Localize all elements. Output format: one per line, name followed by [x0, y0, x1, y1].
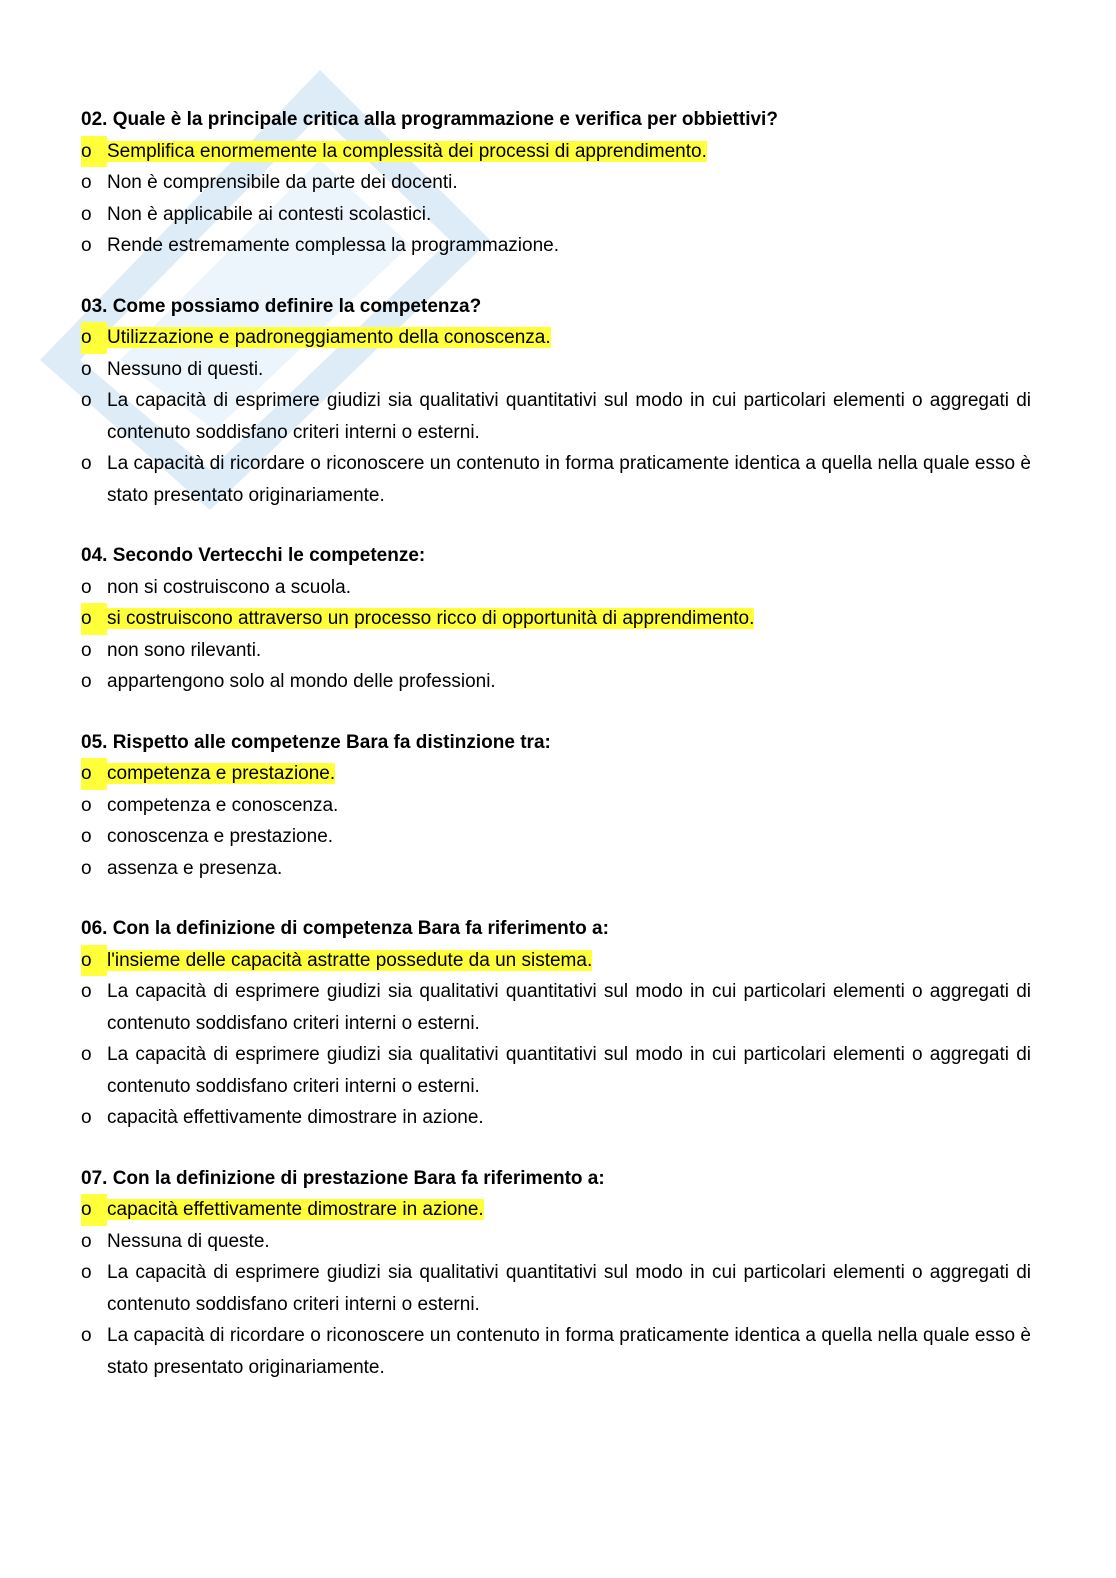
circle-bullet-icon: o [81, 671, 92, 692]
question-05 [81, 727, 1031, 885]
circle-bullet-icon: o [81, 203, 92, 225]
answer-option: o La capacità di esprimere giudizi sia qualitativi quantitativi sul modo in cui particolari elementi o aggregati di contenuto soddisfano criteri interni o esterni. [81, 1039, 1031, 1102]
answer-option: o appartengono solo al mondo delle professioni. [81, 666, 1031, 698]
circle-bullet-icon: o [81, 1262, 92, 1283]
answer-option: o Nessuna di queste. [81, 1226, 1031, 1258]
circle-bullet-icon: o [81, 758, 107, 790]
circle-bullet-icon: o [81, 826, 92, 847]
circle-bullet-icon: o [81, 172, 92, 193]
circle-bullet-icon: o [81, 453, 92, 474]
circle-bullet-icon: o [81, 235, 92, 256]
circle-bullet-icon: o [81, 857, 92, 879]
circle-bullet-icon: o [81, 639, 92, 661]
question-title: 05. Rispetto alle competenze Bara fa distinzione tra: [81, 731, 551, 753]
answer-option: o La capacità di esprimere giudizi sia qualitativi quantitativi sul modo in cui particolari elementi o aggregati di contenuto soddisfano criteri interni o esterni. [81, 1257, 1031, 1320]
answer-option: o Semplifica enormemente la complessità dei processi di apprendimento. [81, 136, 1031, 168]
question-title: 07. Con la definizione di prestazione Bara fa riferimento a: [81, 1167, 605, 1189]
question-title: 03. Come possiamo definire la competenza? [81, 295, 482, 317]
circle-bullet-icon: o [81, 576, 92, 598]
circle-bullet-icon: o [81, 945, 107, 977]
circle-bullet-icon: o [81, 1230, 92, 1252]
answer-option: o assenza e presenza. [81, 853, 1031, 885]
question-06 [81, 913, 1031, 1134]
answer-option: o l'insieme delle capacità astratte possedute da un sistema. [81, 945, 1031, 977]
question-03 [81, 291, 1031, 512]
answer-option: o competenza e prestazione. [81, 758, 1031, 790]
question-title: 04. Secondo Vertecchi le competenze: [81, 545, 426, 566]
question-title: 02. Quale è la principale critica alla programmazione e verifica per obbiettivi? [81, 109, 778, 130]
answer-option: o conoscenza e prestazione. [81, 821, 1031, 853]
answer-option: o Rende estremamente complessa la programmazione. [81, 230, 1031, 262]
circle-bullet-icon: o [81, 1325, 92, 1346]
answer-option: o capacità effettivamente dimostrare in azione. [81, 1194, 1031, 1226]
circle-bullet-icon: o [81, 136, 107, 168]
answer-option: o competenza e conoscenza. [81, 790, 1031, 822]
answer-option: o non sono rilevanti. [81, 635, 1031, 667]
answer-option: o La capacità di esprimere giudizi sia qualitativi quantitativi sul modo in cui particolari elementi o aggregati di contenuto soddisfano criteri interni o esterni. [81, 976, 1031, 1039]
answer-option: o non si costruiscono a scuola. [81, 572, 1031, 604]
answer-option: o La capacità di ricordare o riconoscere un contenuto in forma praticamente identica a quella nella quale esso è stato presentato originariamente. [81, 1320, 1031, 1383]
circle-bullet-icon: o [81, 390, 92, 411]
answer-option: o Non è comprensibile da parte dei docenti. [81, 167, 1031, 199]
answer-option: o si costruiscono attraverso un processo ricco di opportunità di apprendimento. [81, 603, 1031, 635]
circle-bullet-icon: o [81, 322, 107, 354]
circle-bullet-icon: o [81, 1107, 92, 1128]
answer-option: o La capacità di esprimere giudizi sia qualitativi quantitativi sul modo in cui particolari elementi o aggregati di contenuto soddisfano criteri interni o esterni. [81, 385, 1031, 448]
circle-bullet-icon: o [81, 1194, 107, 1226]
question-04 [81, 540, 1031, 698]
answer-option: o Nessuno di questi. [81, 354, 1031, 386]
circle-bullet-icon: o [81, 794, 92, 816]
answer-option: o La capacità di ricordare o riconoscere un contenuto in forma praticamente identica a quella nella quale esso è stato presentato originariamente. [81, 448, 1031, 511]
answer-option: o Utilizzazione e padroneggiamento della conoscenza. [81, 322, 1031, 354]
document-page [81, 104, 1031, 1412]
answer-option: o capacità effettivamente dimostrare in azione. [81, 1102, 1031, 1134]
circle-bullet-icon: o [81, 603, 107, 635]
question-title: 06. Con la definizione di competenza Bara fa riferimento a: [81, 918, 609, 939]
circle-bullet-icon: o [81, 358, 92, 380]
answer-option: o Non è applicabile ai contesti scolastici. [81, 199, 1031, 231]
circle-bullet-icon: o [81, 981, 92, 1002]
question-07 [81, 1163, 1031, 1384]
question-02 [81, 104, 1031, 262]
circle-bullet-icon: o [81, 1044, 92, 1065]
